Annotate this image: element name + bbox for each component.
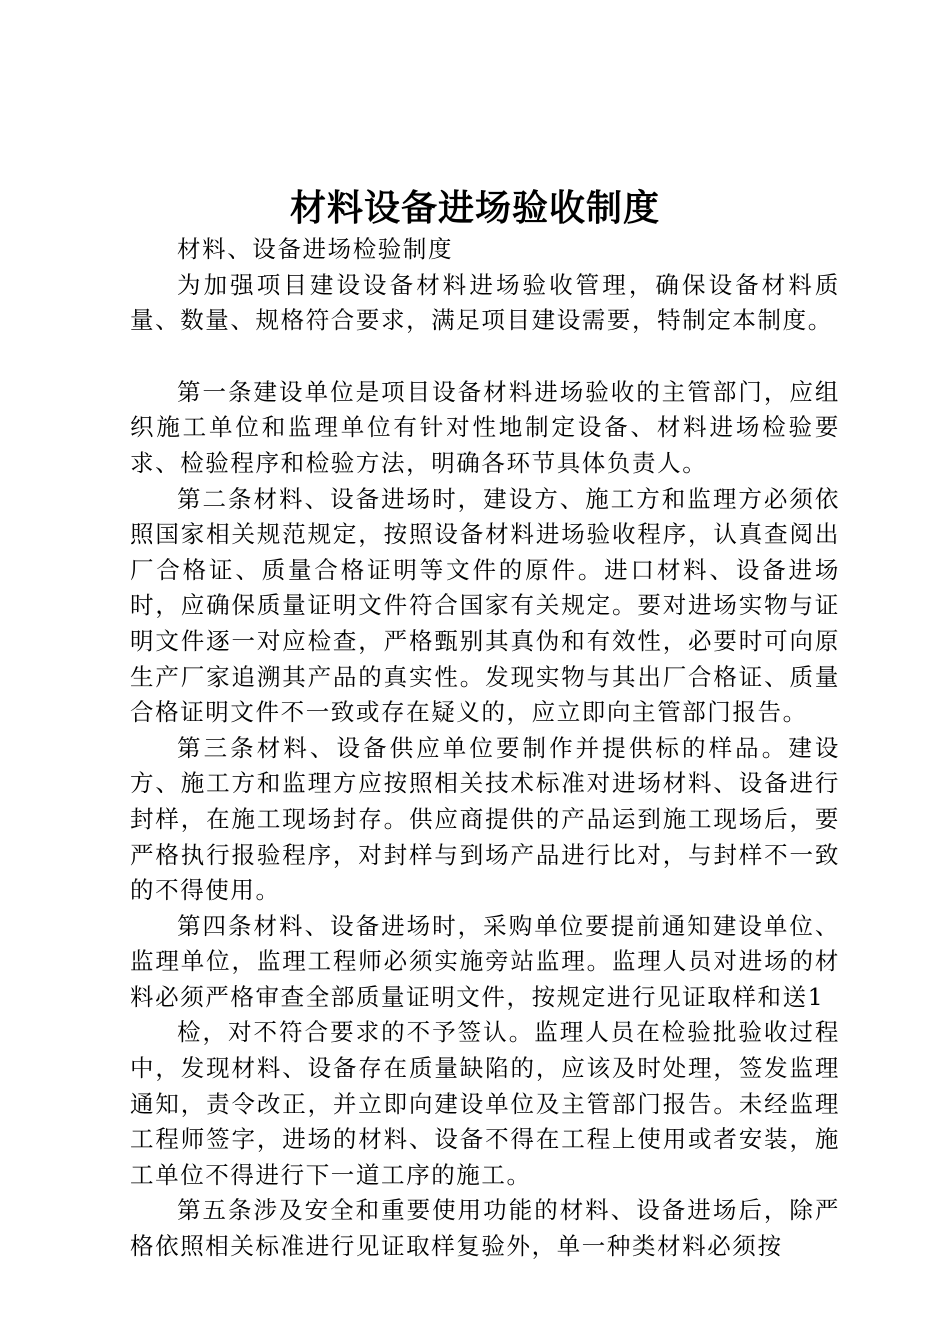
- article-5-paragraph: 第五条涉及安全和重要使用功能的材料、设备进场后，除严格依照相关标准进行见证取样复验外，单一种类材料必须按: [130, 1196, 840, 1261]
- article-4-continued-paragraph: 检，对不符合要求的不予签认。监理人员在检验批验收过程中，发现材料、设备存在质量缺陷的，应该及时处理，签发监理通知，责令改正，并立即向建设单位及主管部门报告。未经监理工程师签字，进场的材料、设备不得在工程上使用或者安装，施工单位不得进行下一道工序的施工。: [130, 1018, 840, 1189]
- intro-paragraph: 为加强项目建设设备材料进场验收管理，确保设备材料质量、数量、规格符合要求，满足项目建设需要，特制定本制度。: [130, 270, 840, 335]
- article-4-paragraph: 第四条材料、设备进场时，采购单位要提前通知建设单位、监理单位，监理工程师必须实施旁站监理。监理人员对进场的材料必须严格审查全部质量证明文件，按规定进行见证取样和送1: [130, 911, 840, 1011]
- article-2-paragraph: 第二条材料、设备进场时，建设方、施工方和监理方必须依照国家相关规范规定，按照设备材料进场验收程序，认真查阅出厂合格证、质量合格证明等文件的原件。进口材料、设备进场时，应确保质量证明文件符合国家有关规定。要对进场实物与证明文件逐一对应检查，严格甄别其真伪和有效性，必要时可向原生产厂家追溯其产品的真实性。发现实物与其出厂合格证、质量合格证明文件不一致或存在疑义的，应立即向主管部门报告。: [130, 484, 840, 727]
- document-body: [130, 232, 840, 1265]
- document-title: 材料设备进场验收制度: [289, 187, 660, 229]
- article-1-paragraph: 第一条建设单位是项目设备材料进场验收的主管部门，应组织施工单位和监理单位有针对性地制定设备、材料进场检验要求、检验程序和检验方法，明确各环节具体负责人。: [130, 377, 840, 477]
- article-3-paragraph: 第三条材料、设备供应单位要制作并提供标的样品。建设方、施工方和监理方应按照相关技术标准对进场材料、设备进行封样，在施工现场封存。供应商提供的产品运到施工现场后，要严格执行报验程序，对封样与到场产品进行比对，与封样不一致的不得使用。: [130, 733, 840, 905]
- subtitle-paragraph: 材料、设备进场检验制度: [177, 235, 454, 263]
